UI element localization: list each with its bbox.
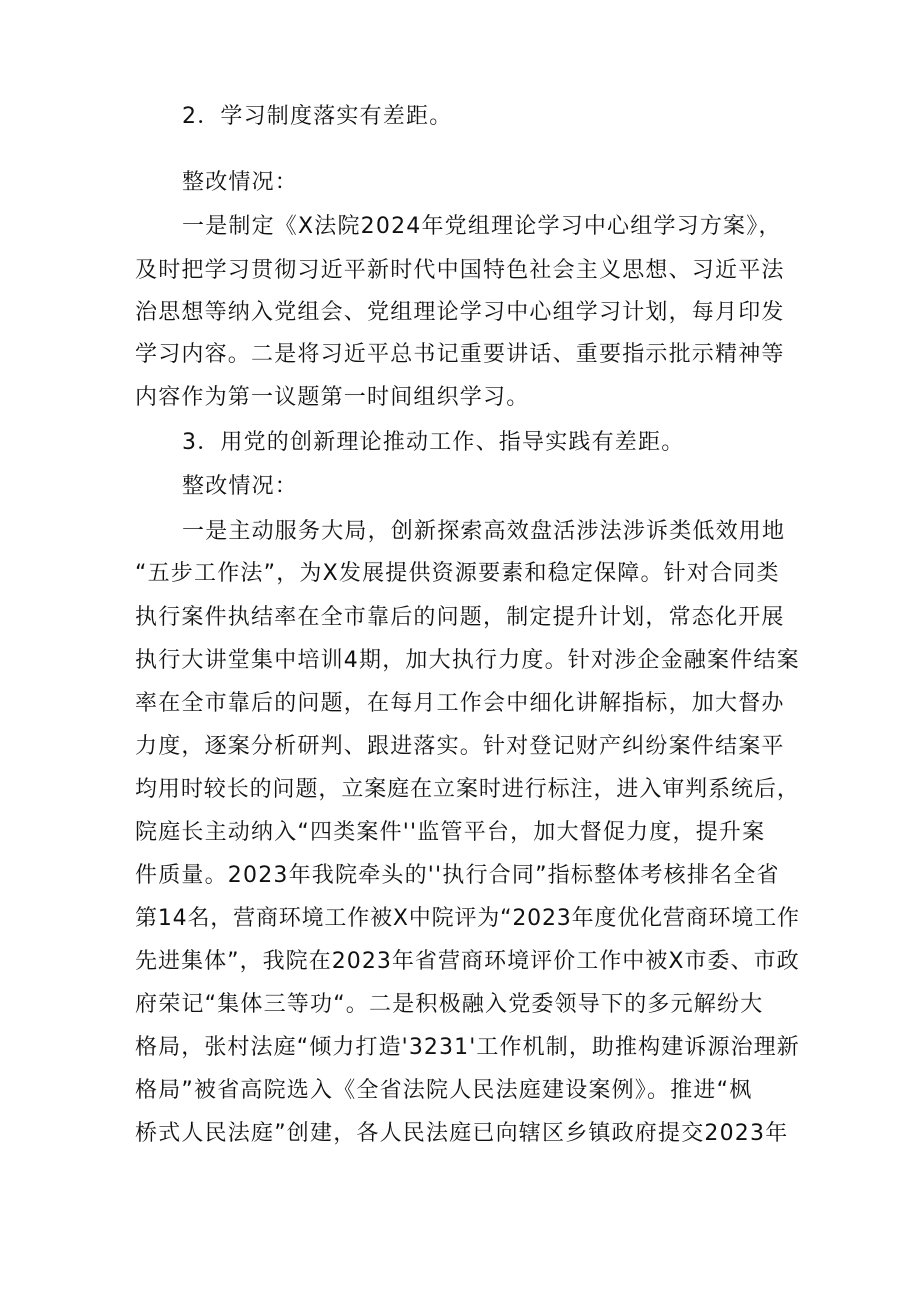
- paragraph-line: 率在全市靠后的问题，在每月工作会中细化讲解指标，加大督办: [135, 691, 785, 716]
- subheading-3: 3．用党的创新理论推动工作、指导实践有差距。: [182, 430, 685, 455]
- paragraph-line: 府荣记“集体三等功“。二是积极融入党委领导下的多元解纷大: [135, 992, 764, 1017]
- paragraph-line: 及时把学习贯彻习近平新时代中国特色社会主义思想、习近平法: [135, 258, 785, 283]
- paragraph-line: 先进集体”，我院在2023年省营商环境评价工作中被X市委、市政: [135, 949, 800, 974]
- paragraph-line: 桥式人民法庭”创建，各人民法庭已向辖区乡镇政府提交2023年: [135, 1121, 789, 1146]
- rectification-label: 整改情况：: [182, 170, 299, 195]
- paragraph-line: 内容作为第一议题第一时间组织学习。: [135, 385, 530, 410]
- paragraph-line: 一是主动服务大局，创新探索高效盘活涉法涉诉类低效用地: [182, 519, 786, 544]
- paragraph-line: 第14名，营商环境工作被X中院评为“2023年度优化营商环境工作: [135, 906, 800, 931]
- paragraph-line: 均用时较长的问题，立案庭在立案时进行标注，进入审判系统后，: [135, 777, 800, 802]
- paragraph-line: 格局，张村法庭“倾力打造'3231'工作机制，助推构建诉源治理新: [135, 1035, 800, 1060]
- subheading-2: 2．学习制度落实有差距。: [182, 104, 453, 129]
- rectification-label: 整改情况：: [182, 474, 299, 499]
- paragraph-line: 院庭长主动纳入“四类案件''监管平台，加大督促力度，提升案: [135, 820, 766, 845]
- paragraph-line: 力度，逐案分析研判、跟进落实。针对登记财产纠纷案件结案平: [135, 734, 785, 759]
- paragraph-line: 一是制定《X法院2024年党组理论学习中心组学习方案》，: [182, 214, 782, 239]
- paragraph-line: 格局”被省高院选入《全省法院人民法庭建设案例》。推进“枫: [135, 1078, 753, 1103]
- paragraph-line: 学习内容。二是将习近平总书记重要讲话、重要指示批示精神等: [135, 342, 785, 367]
- paragraph-line: 执行案件执结率在全市靠后的问题，制定提升计划，常态化开展: [135, 605, 785, 630]
- paragraph-line: “五步工作法”，为X发展提供资源要素和稳定保障。针对合同类: [135, 561, 780, 586]
- paragraph-line: 执行大讲堂集中培训4期，加大执行力度。针对涉企金融案件结案: [135, 648, 800, 673]
- paragraph-line: 治思想等纳入党组会、党组理论学习中心组学习计划，每月印发: [135, 300, 785, 325]
- paragraph-line: 件质量。2023年我院牵头的''执行合同”指标整体考核排名全省: [135, 863, 780, 888]
